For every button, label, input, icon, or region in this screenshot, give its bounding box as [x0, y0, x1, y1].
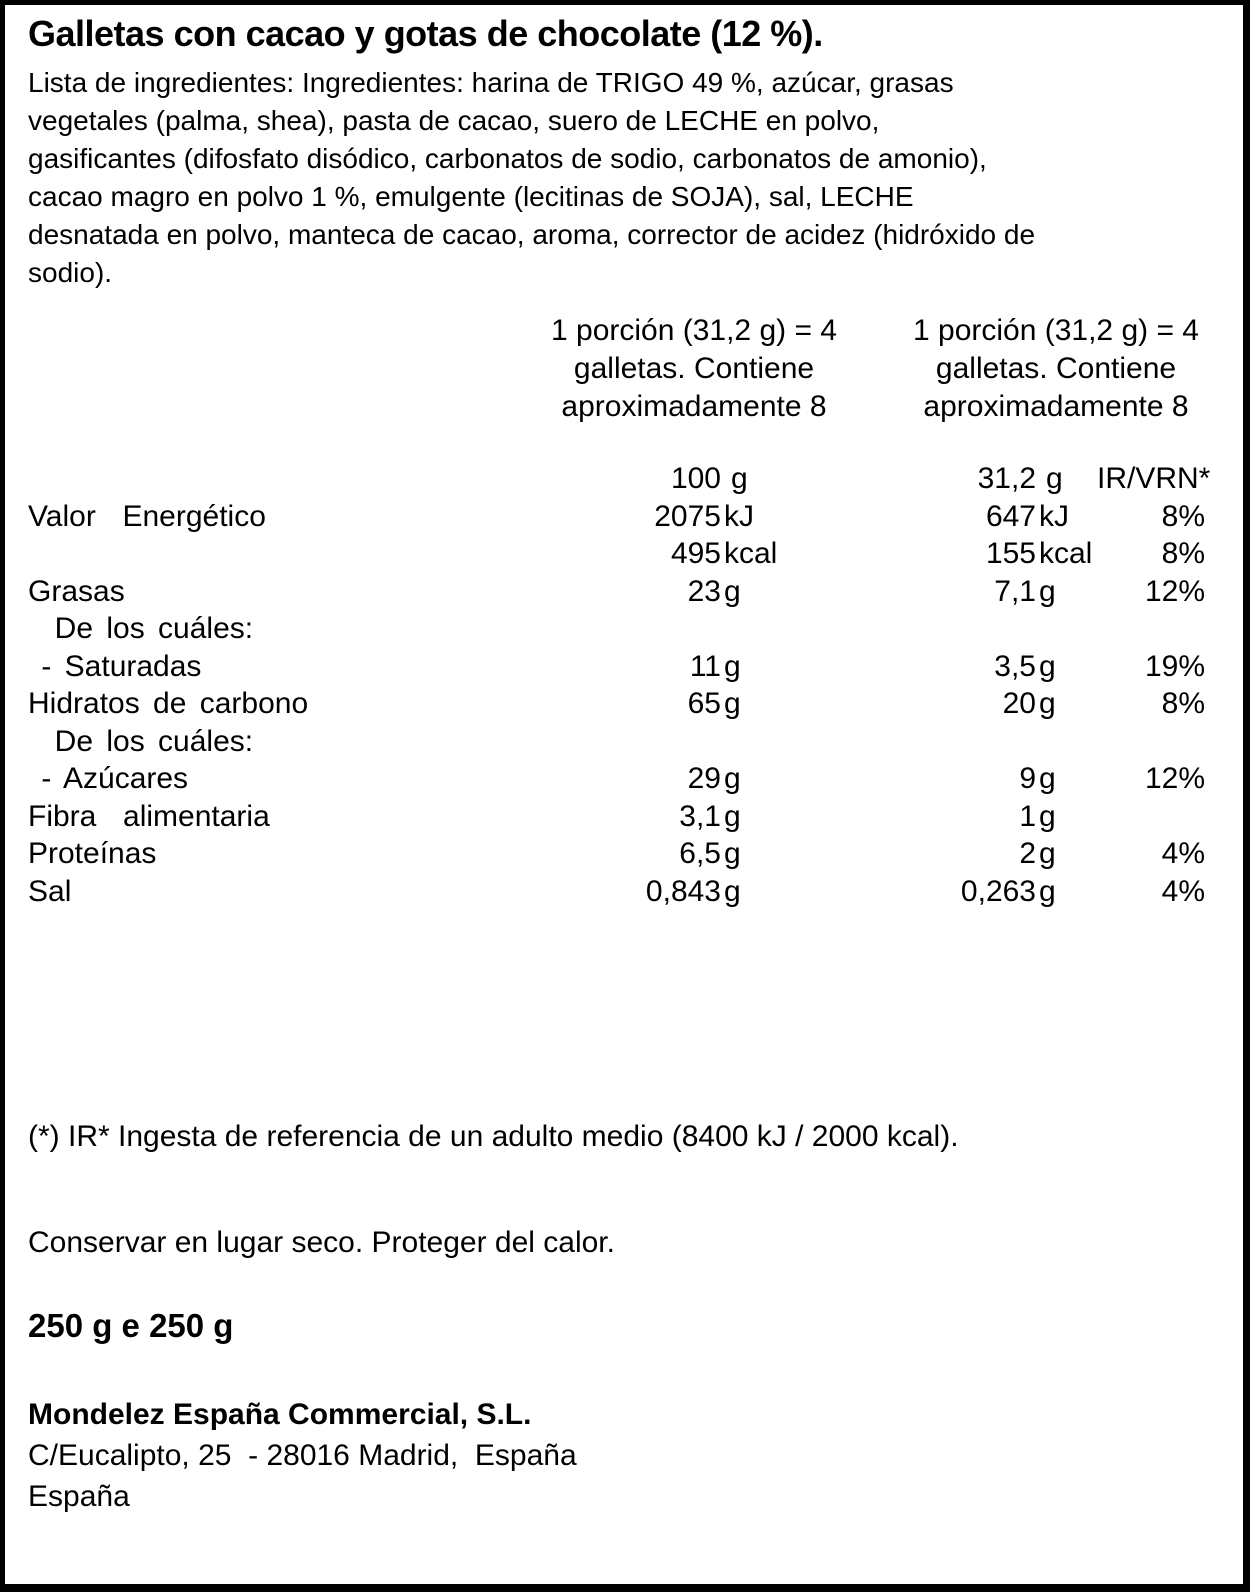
percent-ir: 4% [1161, 874, 1205, 908]
unit-per-portion: g [1039, 837, 1056, 870]
nutrition-row-carbohydrate [28, 685, 1223, 723]
value-per-portion: 7,1 [994, 574, 1036, 608]
manufacturer-country: España [28, 1480, 130, 1513]
nutrient-label: Sal [28, 874, 72, 908]
nutrient-label: Grasas [28, 574, 125, 608]
value-per-100g: 0,843 [645, 874, 721, 908]
value-per-portion: 647 [985, 499, 1036, 533]
value-per-100g: 3,1 [679, 799, 721, 833]
nutrient-label: - Saturadas [28, 649, 202, 683]
unit-per-portion: g [1039, 574, 1056, 608]
unit-per-portion: kJ [1039, 499, 1069, 533]
nutrient-label: Valor Energético [28, 499, 266, 533]
nutrient-label: - Azúcares [28, 762, 189, 795]
nutrition-row-sugars [28, 760, 1223, 798]
percent-ir: 8% [1161, 499, 1205, 533]
unit-per-100g: kJ [724, 499, 754, 533]
value-per-100g [468, 723, 721, 761]
portion-note-block [28, 312, 1223, 426]
percent-ir: 12% [1144, 574, 1205, 608]
unit-per-100g: g [724, 687, 741, 720]
percent-ir: 19% [1144, 649, 1205, 683]
percent-ir [1097, 798, 1205, 836]
unit-per-100g [721, 723, 807, 761]
nutrition-row-protein [28, 835, 1223, 873]
unit-per-portion: g [1039, 762, 1056, 795]
value-per-100g: 11 [689, 649, 721, 683]
value-per-portion: 1 [1019, 799, 1036, 833]
value-per-100g [468, 610, 721, 648]
ingredients-line: cacao magro en polvo 1 %, emulgente (lecitinas de SOJA), sal, LECHE [28, 181, 914, 212]
col-header-portion-unit: g [1046, 462, 1063, 495]
manufacturer-block [28, 1394, 1223, 1517]
unit-per-100g: g [724, 762, 741, 795]
column-headers-row [28, 460, 1223, 498]
value-per-portion: 20 [1002, 687, 1036, 720]
nutrition-row-energy-kcal [28, 535, 1223, 573]
nutrient-label [28, 535, 468, 573]
value-per-100g: 6,5 [679, 837, 721, 870]
percent-ir: 8% [1161, 687, 1205, 720]
value-per-100g: 23 [687, 574, 721, 608]
reference-intake-footnote: (*) IR* Ingesta de referencia de un adulto medio (8400 kJ / 2000 kcal). [28, 1120, 959, 1153]
nutrition-row-of-which [28, 610, 1223, 648]
unit-per-100g: g [724, 574, 741, 608]
col-header-ir-vrn: IR/VRN* [1097, 462, 1211, 495]
nutrition-row-saturates [28, 648, 1223, 686]
col-header-portion: 31,2 [977, 462, 1036, 495]
net-weight: 250 g e 250 g [28, 1307, 234, 1344]
value-per-portion [807, 610, 1036, 648]
value-per-100g: 495 [670, 537, 721, 570]
unit-per-100g: kcal [724, 537, 778, 570]
ingredients-line: sodio). [28, 257, 113, 288]
percent-ir: 4% [1161, 837, 1205, 870]
unit-per-100g: g [724, 837, 741, 870]
ingredients-line: vegetales (palma, shea), pasta de cacao, suero de LECHE en polvo, [28, 105, 880, 136]
nutrition-row-of-which [28, 723, 1223, 761]
nutrient-label: De los cuáles: [28, 612, 254, 645]
nutrition-row-fibre [28, 798, 1223, 836]
value-per-portion: 2 [1019, 837, 1036, 870]
unit-per-100g [721, 610, 807, 648]
nutrient-label: Hidratos de carbono [28, 687, 309, 720]
unit-per-100g: g [724, 649, 741, 683]
unit-per-portion [1036, 610, 1097, 648]
unit-per-portion: kcal [1039, 537, 1093, 570]
nutrient-label: Fibra alimentaria [28, 799, 270, 833]
unit-per-portion [1036, 723, 1097, 761]
value-per-portion: 0,263 [960, 874, 1036, 908]
unit-per-portion: g [1039, 687, 1056, 720]
col-header-100g-unit: g [731, 462, 748, 495]
percent-ir: 12% [1144, 762, 1205, 795]
nutrient-label: De los cuáles: [28, 724, 254, 758]
portion-note-per-100g: 1 porción (31,2 g) = 4 galletas. Contiene aproximadamente 8 [550, 314, 837, 423]
unit-per-portion: g [1039, 874, 1056, 908]
ingredients-line: Lista de ingredientes: Ingredientes: harina de TRIGO 49 %, azúcar, grasas [28, 67, 954, 98]
value-per-portion: 3,5 [994, 649, 1036, 683]
unit-per-100g: g [724, 874, 741, 908]
percent-ir [1097, 610, 1205, 648]
value-per-100g: 65 [687, 687, 721, 720]
nutrition-row-fat [28, 573, 1223, 611]
value-per-portion: 9 [1019, 762, 1036, 795]
ingredients-paragraph [28, 64, 1223, 292]
product-title: Galletas con cacao y gotas de chocolate (12 %). [28, 13, 823, 54]
nutrition-row-energy-kj [28, 498, 1223, 536]
portion-note-per-portion: 1 porción (31,2 g) = 4 galletas. Contiene aproximadamente 8 [912, 314, 1199, 423]
storage-instructions: Conservar en lugar seco. Proteger del calor. [28, 1226, 615, 1259]
unit-per-portion: g [1039, 649, 1056, 683]
value-per-100g: 2075 [654, 499, 721, 533]
nutrition-row-salt [28, 873, 1223, 911]
value-per-portion [807, 723, 1036, 761]
nutrient-label: Proteínas [28, 837, 157, 870]
manufacturer-address: C/Eucalipto, 25 - 28016 Madrid, España [28, 1439, 577, 1472]
manufacturer-name: Mondelez España Commercial, S.L. [28, 1398, 532, 1431]
unit-per-portion: g [1039, 799, 1056, 833]
unit-per-100g: g [724, 799, 741, 833]
nutrition-table [28, 460, 1223, 910]
percent-ir [1097, 723, 1205, 761]
percent-ir: 8% [1161, 537, 1205, 570]
ingredients-line: gasificantes (difosfato disódico, carbonatos de sodio, carbonatos de amonio), [28, 143, 987, 174]
col-header-100g: 100 [670, 462, 721, 495]
ingredients-line: desnatada en polvo, manteca de cacao, aroma, corrector de acidez (hidróxido de [28, 219, 1036, 250]
value-per-portion: 155 [985, 537, 1036, 570]
value-per-100g: 29 [687, 762, 721, 795]
